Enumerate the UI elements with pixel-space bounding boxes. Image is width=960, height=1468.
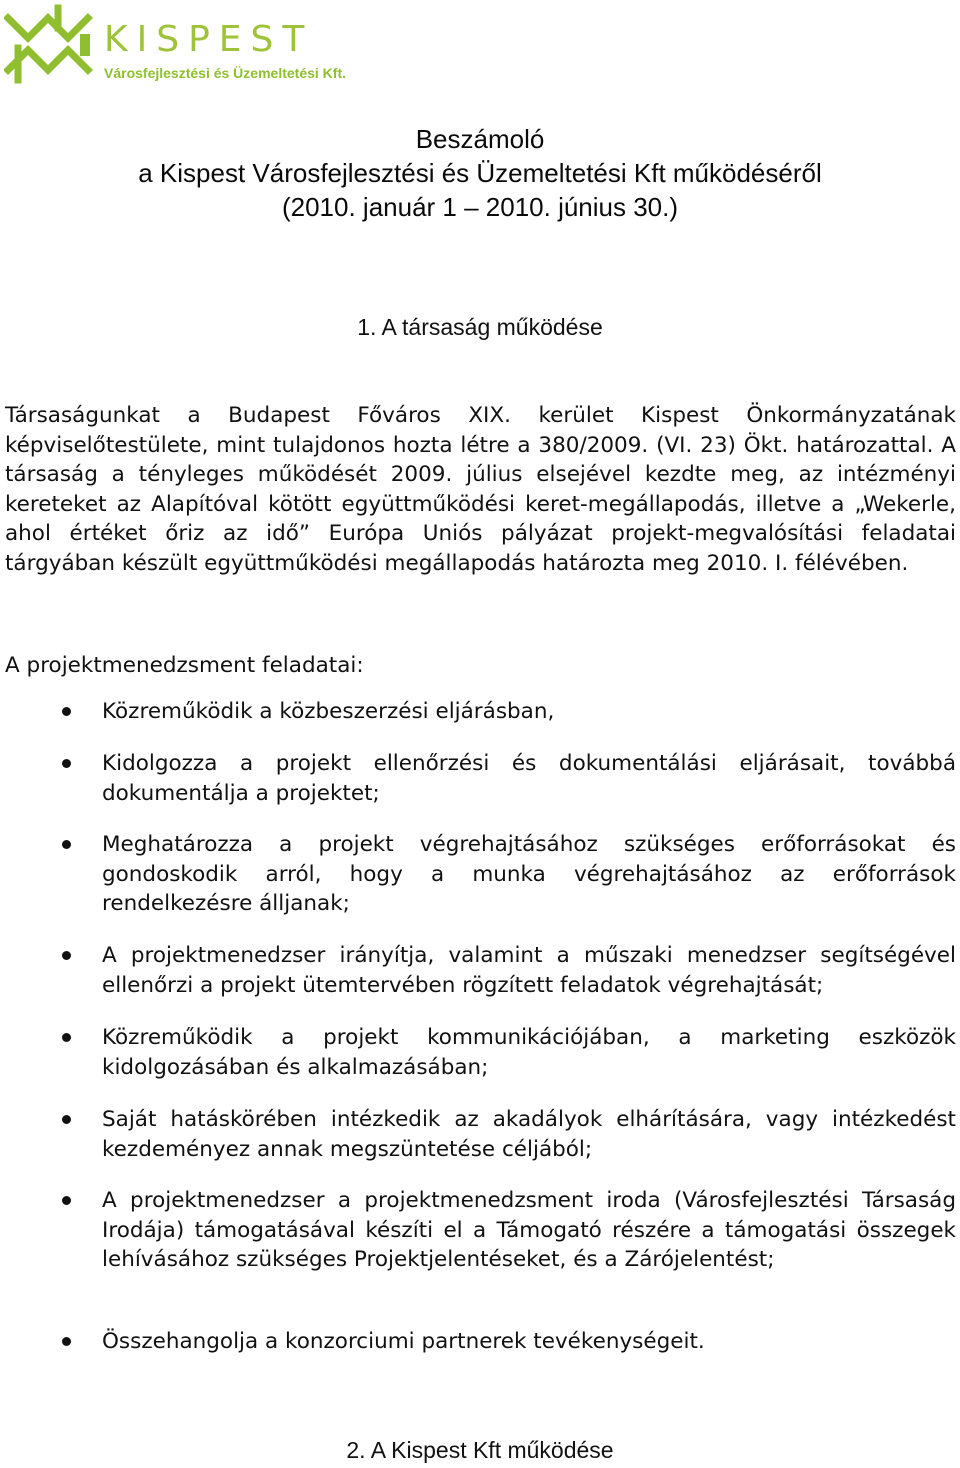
list-item-text: A projektmenedzser a projektmenedzsment iroda (Városfejlesztési Társaság Irodája) támogatásával készíti el a Támogató részére a támogatási összegek lehívásához szükséges Projektjelentéseket, és a Zárójelentést; <box>102 1188 956 1272</box>
bullet-icon <box>62 951 71 960</box>
list-item <box>102 1327 956 1357</box>
list-item <box>102 749 956 808</box>
bullet-icon <box>62 1196 71 1205</box>
list-item-text: A projektmenedzser irányítja, valamint a műszaki menedzser segítségével ellenőrzi a projekt ütemtervében rögzített feladatok végrehajtását; <box>102 943 956 998</box>
list-item-text: Közreműködik a közbeszerzési eljárásban, <box>102 699 555 724</box>
list-item-text: Meghatározza a projekt végrehajtásához szükséges erőforrásokat és gondoskodik arról, hogy a munka végrehajtásához az erőforrások rendelkezésre álljanak; <box>102 832 956 916</box>
bullet-icon <box>62 707 71 716</box>
project-management-heading: A projektmenedzsment feladatai: <box>5 653 364 678</box>
company-logo <box>4 4 404 84</box>
list-item-text: Kidolgozza a projekt ellenőrzési és dokumentálási eljárásait, továbbá dokumentálja a projektet; <box>102 751 956 806</box>
list-item-text: Saját hatáskörében intézkedik az akadályok elhárítására, vagy intézkedést kezdeményez annak megszüntetése céljából; <box>102 1107 956 1162</box>
bullet-icon <box>62 1033 71 1042</box>
list-item-text: Összehangolja a konzorciumi partnerek tevékenységeit. <box>102 1329 705 1354</box>
bullet-icon <box>62 759 71 768</box>
bullet-icon <box>62 840 71 849</box>
list-item <box>102 1105 956 1164</box>
logo-subtitle: Városfejlesztési és Üzemeltetési Kft. <box>104 65 346 81</box>
list-item <box>102 1186 956 1275</box>
section-1-heading: 1. A társaság működése <box>357 314 603 340</box>
logo-name: KISPEST <box>104 19 314 60</box>
title-line-3: (2010. január 1 – 2010. június 30.) <box>281 192 679 222</box>
title-line-2: a Kispest Városfejlesztési és Üzemeltetési Kft működéséről <box>138 158 822 188</box>
bullet-icon <box>62 1337 71 1346</box>
list-item <box>102 830 956 919</box>
list-item <box>102 941 956 1000</box>
list-item <box>102 697 956 727</box>
kispest-emblem-icon <box>4 4 100 84</box>
document-title <box>0 122 960 224</box>
section-2-heading: 2. A Kispest Kft működése <box>346 1437 614 1463</box>
bullet-icon <box>62 1115 71 1124</box>
title-line-1: Beszámoló <box>415 124 545 154</box>
list-item <box>102 1023 956 1082</box>
list-item-text: Közreműködik a projekt kommunikációjában, a marketing eszközök kidolgozásában és alkalmazásában; <box>102 1025 956 1080</box>
intro-paragraph: Társaságunkat a Budapest Főváros XIX. kerület Kispest Önkormányzatának képviselőtestülete, mint tulajdonos hozta létre a 380/2009. (VI. 23) Ökt. határozattal. A társaság a tényleges működését 2009. július elsejével kezdte meg, az intézményi kereteket az Alapítóval kötött együttműködési keret-megállapodás, illetve a „Wekerle, ahol értéket őriz az idő” Európa Uniós pályázat projekt-megvalósítási feladatai tárgyában készült együttműködési megállapodás határozta meg 2010. I. félévében. <box>5 403 956 576</box>
